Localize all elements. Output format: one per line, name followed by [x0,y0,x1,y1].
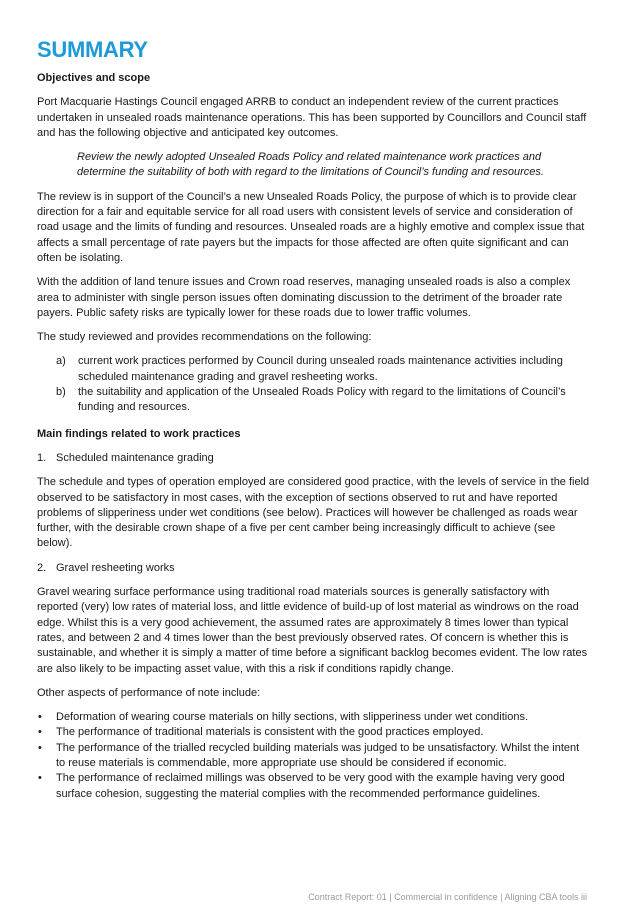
list-item-text: the suitability and application of the Unsealed Roads Policy with regard to the limitations of Council’s funding and resources. [78,386,566,414]
list-item [37,561,590,576]
bullet-item [37,741,590,772]
list-item [37,451,590,466]
bullet-text: The performance of reclaimed millings was observed to be very good with the example having very good surface cohesion, suggesting the material complies with the recommended performance guidelines. [56,772,565,800]
recommendation-list [37,354,590,415]
document-page [37,36,590,802]
list-item [37,385,590,416]
list-item [37,354,590,385]
list-marker: 2. [37,561,47,574]
paragraph: Port Macquarie Hastings Council engaged ARRB to conduct an independent review of the current practices undertaken in unsealed roads maintenance operations. This has been supported by Councillors and Council staff and has the following objective and anticipated key outcomes. [37,96,587,139]
bullet-marker: • [38,772,42,785]
page-footer: Contract Report: 01 | Commercial in confidence | Aligning CBA tools iii [308,892,587,902]
bullet-text: Deformation of wearing course materials on hilly sections, with slipperiness under wet conditions. [56,711,529,724]
list-marker: b) [56,386,66,399]
numbered-heading-2 [37,561,590,576]
paragraph: The study reviewed and provides recommendations on the following: [37,331,372,344]
bullet-item [37,710,590,725]
performance-bullets [37,710,590,802]
paragraph: Gravel wearing surface performance using traditional road materials sources is generally satisfactory with reported (very) low rates of material loss, and little evidence of build-up of lost material as windrows on the road edge. Whilst this is a very good achievement, the assumed rates are approximately 8 times lower than typical rates, and between 2 and 4 times lower than the best previously observed rates. Of concern is whether this is sustainable, and whether it is simply a matter of time before a significant backlog becomes evident. The low rates are also likely to be impacting asset value, with this a risk if conditions rapidly change. [37,586,588,675]
bullet-marker: • [38,741,42,754]
list-marker: 1. [37,451,47,464]
bullet-text: The performance of traditional materials is consistent with the good practices employed. [56,726,484,739]
section-heading-findings: Main findings related to work practices [37,427,241,440]
paragraph: The review is in support of the Council’s a new Unsealed Roads Policy, the purpose of which is to provide clear direction for a fair and equitable service for all road users with consistent levels of service and consideration of road usage and the limits of funding and resources. Unsealed roads are a highly emotive and complex issue that affects a small percentage of rate payers but the impacts for those affected are often quite significant and can often be isolating. [37,190,585,264]
paragraph: The schedule and types of operation employed are considered good practice, with the levels of service in the field observed to be satisfactory in most cases, with the exception of sections observed to rut and have reported problems of slipperiness under wet conditions (see below). Practices will however be challenged as roads wear further, with the desirable crown shape of a five per cent camber being increasingly difficult to achieve (see below). [37,476,590,550]
page-title: SUMMARY [37,37,148,62]
objective-quote: Review the newly adopted Unsealed Roads Policy and related maintenance work practices and determine the suitability of both with regard to the limitations of Council’s funding and resources. [77,151,544,179]
section-heading-objectives: Objectives and scope [37,72,151,84]
paragraph: With the addition of land tenure issues and Crown road reserves, managing unsealed roads is also a complex area to administer with single person issues often dominating discussion to the detriment of the broader rate payers. Public safety risks are typically lower for these roads due to lower traffic volumes. [37,276,571,319]
list-item-text: Scheduled maintenance grading [56,451,214,464]
list-item-text: current work practices performed by Council during unsealed roads maintenance activities including scheduled maintenance grading and gravel resheeting works. [78,355,563,383]
bullet-marker: • [38,711,42,724]
list-marker: a) [56,355,66,368]
bullet-text: The performance of the trialled recycled building materials was judged to be unsatisfactory. Whilst the intent to reuse materials is commendable, more appropriate use should be considered if economic. [56,741,580,769]
bullet-item [37,771,590,802]
bullet-marker: • [38,726,42,739]
numbered-heading-1 [37,451,590,466]
bullet-item [37,725,590,740]
list-item-text: Gravel resheeting works [56,561,175,574]
paragraph: Other aspects of performance of note include: [37,686,261,699]
